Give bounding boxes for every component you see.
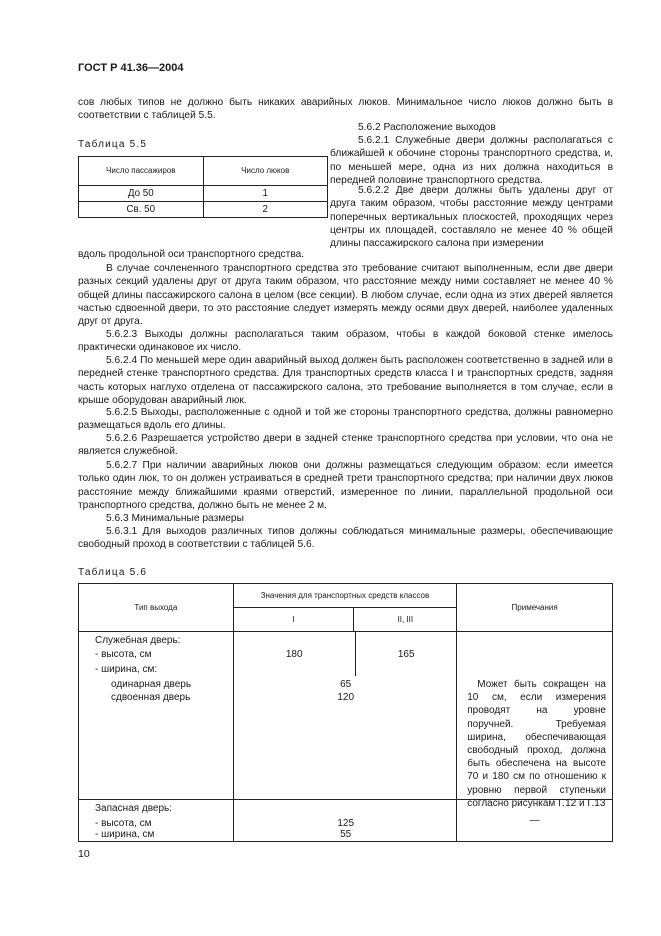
section-5-6-2-5: 5.6.2.5 Выходы, расположенные с одной и той же стороны транспортного средства, должны равномерно размещаться вдоль его длины.: [78, 407, 613, 432]
service-door-height-class-1: 180: [285, 649, 303, 660]
section-5-6-2-1: 5.6.2.1 Служебные двери должны располагаться с ближайшей к обочине стороны транспортного средства, и, по меньшей мере, одна из них должна находиться в передней половине транспортного средства.: [330, 135, 613, 186]
table-5-5: [78, 156, 328, 218]
service-door-note-cell: [457, 632, 613, 809]
service-door-width-label: - ширина, см:: [95, 664, 158, 675]
continuation-paragraph: вдоль продольной оси транспортного средства.: [78, 249, 305, 260]
section-5-6-2-6: 5.6.2.6 Разрешается устройство двери в задней стенке транспортного средства при условии, что она не является служебной.: [78, 433, 613, 458]
document-header: ГОСТ Р 41.36—2004: [78, 62, 184, 74]
service-door-note: Может быть сокращен на 10 см, если измерения проводят на уровне поручней. Требуемая ширина, обеспечивающая свободный проход, должна быть обеспечена на высоте 70 и 180 см по отношению к уровню первой ступеньки согласно рисункам Г.12 и Г.13: [467, 679, 606, 809]
section-5-6-2-7: 5.6.2.7 При наличии аварийных люков они должны размещаться следующим образом: если имеется только один люк, то он должен устраиваться в средней трети транспортного средства; при наличии двух люков расстояние между ближайшими краями отверстий, измеренное по линии, параллельной продольной оси транспортного средства, должно быть не менее 2 м.: [78, 460, 613, 511]
table-5-6-header-class-1: I: [233, 608, 354, 632]
service-door-title: Служебная дверь:: [95, 635, 181, 646]
section-5-6-2-text: 5.6.2 Расположение выходов: [358, 122, 496, 133]
service-door-labels: [79, 632, 234, 800]
table-5-6-header-notes: Примечания: [457, 584, 613, 632]
table-5-6-header-type: Тип выхода: [79, 584, 234, 632]
table-cell: Св. 50: [79, 202, 204, 218]
service-door-double-label: сдвоенная дверь: [111, 692, 191, 703]
table-cell: 1: [203, 186, 328, 202]
table-cell: 2: [203, 202, 328, 218]
table-row-service-door: [79, 632, 613, 800]
spare-door-width-label: - ширина, см: [95, 829, 155, 840]
table-5-6-caption: Таблица 5.6: [78, 567, 148, 578]
service-door-height-label: - высота, см: [95, 649, 152, 660]
table-row: [79, 186, 328, 202]
section-5-6-2-title: [358, 121, 613, 134]
intro-paragraph: сов любых типов не должно быть никаких аварийных люков. Минимальное число люков должно быть в соответствии с таблицей 5.5.: [78, 97, 613, 122]
table-5-6: [78, 583, 613, 842]
page-number: 10: [78, 848, 90, 860]
section-5-6-3: 5.6.3 Минимальные размеры: [106, 513, 244, 524]
articulated-paragraph: В случае сочлененного транспортного средства это требование считают выполненным, если две двери разных секций удалены друг от друга таким образом, что расстояние между ними составляет не менее 40 % общей длины пассажирского салона в целом (все секции). В любом случае, если одна из этих дверей является частью сдвоенной двери, то это расстояние следует измерять между осями двух дверей, наиболее удаленных друг от друга.: [78, 263, 613, 328]
table-5-5-caption: Таблица 5.5: [78, 139, 148, 150]
spare-door-width-value: 55: [340, 829, 352, 840]
table-row: [79, 202, 328, 218]
spare-door-height-label: - высота, см: [95, 818, 152, 829]
section-5-6-2-3: 5.6.2.3 Выходы должны располагаться таким образом, чтобы в каждой боковой стенке имелось практически одинаковое их число.: [78, 329, 613, 354]
spare-door-values: [233, 800, 457, 842]
spare-door-note: —: [457, 800, 613, 842]
spare-door-title: Запасная дверь:: [95, 803, 173, 814]
section-5-6-2-4: 5.6.2.4 По меньшей мере один аварийный выход должен быть расположен соответственно в задней или в передней стенке транспортного средства. Для транспортных средств класса I и транспортных средств, задняя часть которых наглухо отделена от пассажирского салона, это требование выполняется в том случае, если в крыше оборудован аварийный люк.: [78, 355, 613, 406]
section-5-6-3-1: 5.6.3.1 Для выходов различных типов должны соблюдаться минимальные размеры, обеспечивающие свободный проход в соответствии с таблицей 5.6.: [78, 526, 613, 551]
table-5-5-header-passengers: Число пассажиров: [79, 157, 204, 186]
service-door-height-class-2-3: 165: [397, 649, 415, 660]
table-5-6-header-class-2-3: II, III: [354, 608, 457, 632]
service-door-single-label: одинарная дверь: [111, 679, 192, 690]
service-door-single-value: 65: [340, 679, 352, 690]
service-door-values: [233, 632, 457, 800]
table-5-6-header-values: Значения для транспортных средств классов: [233, 584, 457, 608]
table-cell: До 50: [79, 186, 204, 202]
section-5-6-2-2: 5.6.2.2 Две двери должны быть удалены друг от друга таким образом, чтобы расстояние между центрами поперечных вертикальных плоскостей, проходящих через центры их площадей, составляло не менее 40 % общей длины пассажирского салона при измерении: [330, 185, 613, 250]
spare-door-height-value: 125: [337, 818, 355, 829]
service-door-double-value: 120: [337, 692, 355, 703]
table-5-5-header-hatches: Число люков: [203, 157, 328, 186]
spare-door-labels: [79, 800, 234, 842]
